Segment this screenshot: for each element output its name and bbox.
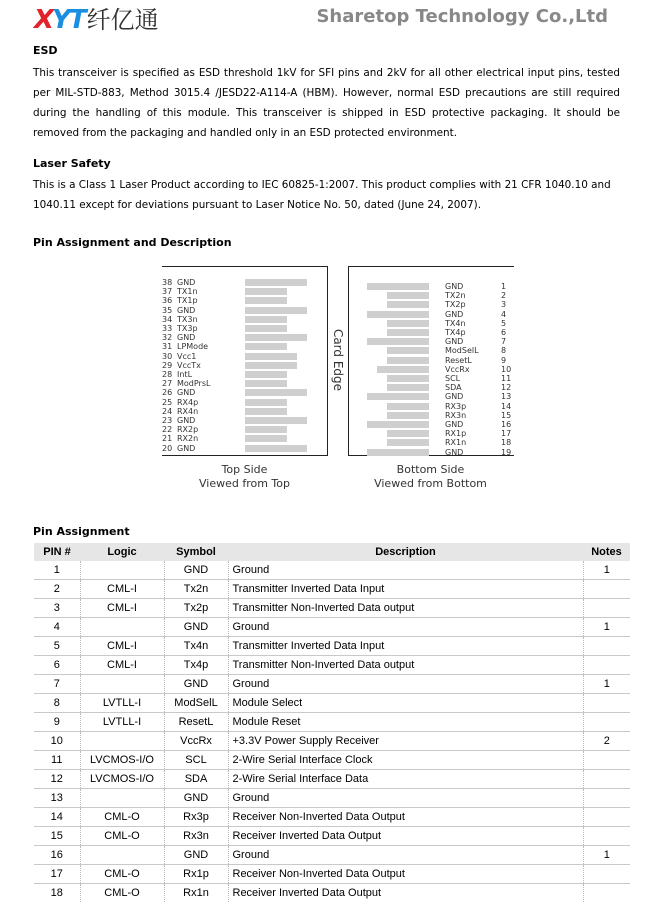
pin-number: 16 [501,420,512,429]
top-pin-row [160,388,330,397]
table-row [34,599,630,618]
pin-number: 37 [162,287,173,297]
table-row [34,637,630,656]
bottom-pin-row [348,328,518,337]
pin-name: SDA [445,383,462,393]
pin-name: GND [177,305,196,315]
pin-contact-pad [387,412,429,419]
table-row [34,580,630,599]
cell-logic: CML-I [80,656,164,675]
bottom-pin-row [348,356,518,365]
cell-symbol: Tx2p [164,599,228,618]
cell-symbol: GND [164,675,228,694]
company-logo [34,6,159,34]
bottom-pin-row [348,365,518,374]
table-row [34,884,630,903]
pin-number: 3 [501,300,507,310]
cell-pin: 15 [34,827,80,846]
pin-name: TX4p [445,328,466,337]
pin-number: 2 [501,291,507,301]
cell-notes [583,713,630,732]
table-row [34,751,630,770]
column-header-description: Description [228,543,583,561]
top-pin-row [160,333,330,342]
top-side-subtitle: Viewed from Top [198,477,290,490]
cell-notes [583,637,630,656]
pin-number: 19 [501,447,512,457]
page-header [0,0,652,40]
cell-pin: 17 [34,865,80,884]
pin-number: 36 [162,296,173,306]
cell-pin: 9 [34,713,80,732]
column-header-notes: Notes [583,543,630,561]
cell-pin: 13 [34,789,80,808]
table-row [34,694,630,713]
pin-contact-pad [387,384,429,391]
pin-number: 18 [501,438,512,448]
bottom-pin-row [348,346,518,355]
card-edge-label [330,330,346,390]
cell-pin: 18 [34,884,80,903]
pin-name: GND [177,333,196,343]
pin-number: 23 [162,416,173,425]
cell-logic: CML-O [80,808,164,827]
pin-contact-pad [367,449,429,456]
pin-contact-pad [245,343,287,350]
pin-number: 6 [501,328,507,337]
table-row [34,561,630,580]
cell-notes [583,789,630,808]
pin-contact-pad [245,279,307,286]
cell-logic: LVCMOS-I/O [80,751,164,770]
pin-contact-pad [387,292,429,299]
cell-symbol: VccRx [164,732,228,751]
cell-notes [583,770,630,789]
cell-logic [80,561,164,580]
pin-name: GND [177,443,196,453]
pin-contact-pad [367,421,429,428]
pin-number: 9 [501,355,507,365]
pin-name: Vcc1 [177,351,197,361]
cell-symbol: Rx1n [164,884,228,903]
cell-symbol: ModSelL [164,694,228,713]
pin-name: GND [177,416,196,425]
pin-contact-pad [367,283,429,290]
pin-number: 8 [501,346,507,356]
pin-name: GND [445,447,464,457]
cell-description: Receiver Non-Inverted Data Output [228,808,583,827]
bottom-pin-row [348,383,518,392]
pin-contact-pad [245,362,297,369]
pin-name: TX3n [177,314,198,324]
logo-mark-yt: YT [52,5,85,35]
pin-name: TX4n [445,318,466,328]
pin-number: 31 [162,342,173,352]
bottom-pin-row [348,402,518,411]
cell-description: 2-Wire Serial Interface Clock [228,751,583,770]
pin-number: 10 [501,364,512,374]
top-pin-row [160,416,330,425]
cell-symbol: Rx1p [164,865,228,884]
pin-number: 15 [501,410,512,420]
pin-name: VccRx [445,364,470,374]
top-side-title: Top Side [221,463,268,476]
pin-contact-pad [245,288,287,295]
pin-number: 24 [162,406,173,416]
cell-pin: 11 [34,751,80,770]
pin-name: GND [445,392,464,402]
pin-name: RX3n [445,410,467,420]
bottom-pin-row [348,429,518,438]
cell-notes [583,827,630,846]
logo-mark-x: X [34,5,53,35]
pin-name: ResetL [445,355,472,365]
cell-description: Ground [228,561,583,580]
cell-symbol: Rx3n [164,827,228,846]
bottom-pin-row [348,310,518,319]
pin-number: 7 [501,337,507,347]
cell-notes [583,865,630,884]
pin-name: TX2p [445,300,466,310]
pin-name: RX2n [177,434,199,444]
cell-symbol: SCL [164,751,228,770]
table-row [34,808,630,827]
pin-number: 14 [501,401,512,411]
pin-number: 28 [162,370,173,379]
cell-description: Transmitter Non-Inverted Data output [228,656,583,675]
bottom-pin-row [348,300,518,309]
cell-pin: 6 [34,656,80,675]
top-side-caption [162,463,327,491]
cell-symbol: GND [164,561,228,580]
pin-number: 12 [501,383,512,393]
bottom-pin-row [348,420,518,429]
pin-name: RX3p [445,401,467,411]
bottom-side-subtitle: Viewed from Bottom [374,477,487,490]
cell-symbol: Rx3p [164,808,228,827]
esd-heading: ESD [33,44,58,57]
cell-symbol: ResetL [164,713,228,732]
pin-number: 26 [162,388,173,398]
top-pin-row [160,324,330,333]
pin-contact-pad [387,439,429,446]
pin-name: GND [445,420,464,429]
top-pin-row [160,342,330,351]
cell-logic [80,618,164,637]
pin-contact-pad [245,445,307,452]
pin-contact-pad [245,334,307,341]
cell-description: Receiver Inverted Data Output [228,827,583,846]
pin-contact-pad [245,316,287,323]
pin-diagram [160,266,520,496]
pin-contact-pad [387,375,429,382]
cell-description: Module Reset [228,713,583,732]
pin-contact-pad [245,371,287,378]
cell-pin: 4 [34,618,80,637]
bottom-pin-row [348,411,518,420]
logo-chinese-name: 纤亿通 [86,6,159,34]
pin-contact-pad [387,430,429,437]
cell-pin: 12 [34,770,80,789]
pin-number: 32 [162,333,173,343]
esd-paragraph: This transceiver is specified as ESD threshold 1kV for SFI pins and 2kV for all other electrical input pins, tested per MIL-STD-883, Method 3015.4 /JESD22-A114-A (HBM). However, normal ESD precautions are still required during the handling of this module. This transceiver is shipped in ESD protective packaging. It should be removed from the packaging and handled only in an ESD protected environment. [33,67,620,139]
pin-contact-pad [245,353,297,360]
cell-symbol: Tx4n [164,637,228,656]
pin-number: 4 [501,309,507,319]
cell-pin: 10 [34,732,80,751]
cell-pin: 1 [53,564,60,576]
bottom-pin-row [348,291,518,300]
pin-contact-pad [387,301,429,308]
cell-pin: 2 [34,580,80,599]
pin-number: 13 [501,392,512,402]
pin-contact-pad [245,417,307,424]
pin-assignment-table [34,543,630,902]
table-row [34,675,630,694]
cell-description: Transmitter Non-Inverted Data output [228,599,583,618]
pin-assignment-heading: Pin Assignment [33,525,130,538]
top-pin-row [160,306,330,315]
pin-number: 29 [162,360,173,370]
cell-notes [583,884,630,903]
pin-name: RX4p [177,397,199,407]
table-row [34,656,630,675]
table-row [34,827,630,846]
pin-name: LPMode [177,342,209,352]
pin-contact-pad [377,366,429,373]
pin-contact-pad [367,338,429,345]
pin-contact-pad [387,347,429,354]
pin-name: GND [177,278,196,287]
pin-number: 11 [501,374,512,383]
cell-notes [583,580,630,599]
cell-notes [583,599,630,618]
table-row [34,789,630,808]
top-pin-row [160,407,330,416]
pin-number: 1 [501,282,507,291]
pin-number: 17 [501,429,512,439]
cell-symbol: Tx2n [164,580,228,599]
top-pin-row [160,379,330,388]
pin-contact-pad [245,380,287,387]
pin-name: ModSelL [445,346,479,356]
top-pin-row [160,352,330,361]
cell-logic: LVTLL-I [80,713,164,732]
cell-notes: 2 [583,732,630,751]
bottom-pin-row [348,337,518,346]
cell-notes [583,656,630,675]
pin-name: TX3p [177,324,198,333]
logo-mark [34,6,85,34]
column-header-logic: Logic [80,543,164,561]
bottom-side-caption [348,463,513,491]
pin-name: GND [445,282,464,291]
bottom-pin-row [348,374,518,383]
laser-safety-paragraph: This is a Class 1 Laser Product according to IEC 60825-1:2007. This product complies with 21 CFR 1040.10 and 1040.11 except for deviations pursuant to Laser Notice No. 50, dated (June 24, 2007). [33,179,611,211]
cell-description: Module Select [228,694,583,713]
table-row [34,618,630,637]
pin-name: TX1n [177,287,198,297]
pin-contact-pad [245,426,287,433]
pin-contact-pad [367,393,429,400]
cell-logic: CML-O [80,827,164,846]
cell-notes: 1 [583,846,630,865]
cell-pin: 16 [34,846,80,865]
pin-contact-pad [245,408,287,415]
cell-symbol: Tx4p [164,656,228,675]
pin-number: 27 [162,379,173,389]
table-row [34,713,630,732]
pin-contact-pad [245,297,287,304]
pin-contact-pad [245,399,287,406]
pin-name: RX1n [445,438,467,448]
cell-symbol: GND [164,789,228,808]
pin-name: TX2n [445,291,466,301]
pin-number: 35 [162,305,173,315]
cell-description: Transmitter Inverted Data Input [228,580,583,599]
top-pin-row [160,434,330,443]
cell-notes: 1 [583,618,630,637]
cell-description: Ground [228,846,583,865]
cell-symbol: SDA [164,770,228,789]
cell-description: +3.3V Power Supply Receiver [228,732,583,751]
cell-logic: LVCMOS-I/O [80,770,164,789]
pin-name: IntL [177,370,193,379]
company-name: Sharetop Technology Co.,Ltd [316,6,608,27]
top-pin-row [160,398,330,407]
pin-contact-pad [245,325,287,332]
pin-name: GND [445,337,464,347]
pin-description-heading: Pin Assignment and Description [33,236,232,249]
pin-contact-pad [245,435,287,442]
top-pin-row [160,370,330,379]
cell-logic [80,732,164,751]
cell-logic: CML-O [80,865,164,884]
cell-notes: 1 [583,675,630,694]
pin-contact-pad [387,357,429,364]
cell-description: Receiver Inverted Data Output [228,884,583,903]
pin-name: ModPrsL [177,379,211,389]
pin-number: 22 [162,425,173,435]
cell-logic [80,789,164,808]
pin-name: SCL [445,374,461,383]
pin-number: 38 [162,278,173,287]
bottom-pin-row [348,438,518,447]
cell-logic: LVTLL-I [80,694,164,713]
cell-description: Ground [228,618,583,637]
cell-pin: 3 [34,599,80,618]
cell-pin: 5 [34,637,80,656]
bottom-pin-row [348,448,518,457]
cell-description: 2-Wire Serial Interface Data [228,770,583,789]
cell-logic: CML-I [80,599,164,618]
pin-number: 5 [501,318,507,328]
pin-contact-pad [387,320,429,327]
table-header-row [34,543,630,561]
table-row [34,732,630,751]
cell-logic: CML-O [80,884,164,903]
cell-notes [583,694,630,713]
cell-pin: 8 [34,694,80,713]
pin-number: 33 [162,324,173,333]
cell-pin: 14 [34,808,80,827]
pin-name: VccTx [177,360,201,370]
pin-number: 34 [162,314,173,324]
cell-symbol: GND [164,846,228,865]
cell-notes: 1 [583,561,630,580]
pin-contact-pad [387,403,429,410]
cell-logic: CML-I [80,637,164,656]
pin-contact-pad [387,329,429,336]
column-header-symbol: Symbol [164,543,228,561]
cell-description: Receiver Non-Inverted Data Output [228,865,583,884]
column-header-pin: PIN # [34,543,80,561]
cell-symbol: GND [164,618,228,637]
bottom-pin-row [348,392,518,401]
cell-logic: CML-I [80,580,164,599]
pin-name: TX1p [177,296,198,306]
cell-pin: 7 [34,675,80,694]
pin-number: 25 [162,397,173,407]
pin-name: RX4n [177,406,199,416]
cell-logic [80,846,164,865]
cell-logic [80,675,164,694]
cell-description: Ground [228,675,583,694]
card-edge-text: Card Edge [331,328,345,392]
top-pin-row [160,315,330,324]
bottom-pin-row [348,282,518,291]
top-pin-row [160,425,330,434]
bottom-side-title: Bottom Side [396,463,465,476]
pin-name: RX1p [445,429,467,439]
pin-contact-pad [245,307,307,314]
top-pin-row [160,287,330,296]
cell-notes [583,751,630,770]
pin-number: 20 [162,443,173,453]
pin-number: 30 [162,351,173,361]
pin-number: 21 [162,434,173,444]
top-pin-row [160,444,330,453]
cell-description: Ground [228,789,583,808]
top-pin-row [160,296,330,305]
top-pin-row [160,361,330,370]
laser-safety-heading: Laser Safety [33,157,111,170]
pin-contact-pad [367,311,429,318]
pin-name: RX2p [177,425,199,435]
cell-description: Transmitter Inverted Data Input [228,637,583,656]
pin-name: GND [445,309,464,319]
table-row [34,846,630,865]
cell-notes [583,808,630,827]
pin-name: GND [177,388,196,398]
bottom-pin-row [348,319,518,328]
top-pin-row [160,278,330,287]
table-row [34,865,630,884]
pin-contact-pad [245,389,307,396]
table-row [34,770,630,789]
